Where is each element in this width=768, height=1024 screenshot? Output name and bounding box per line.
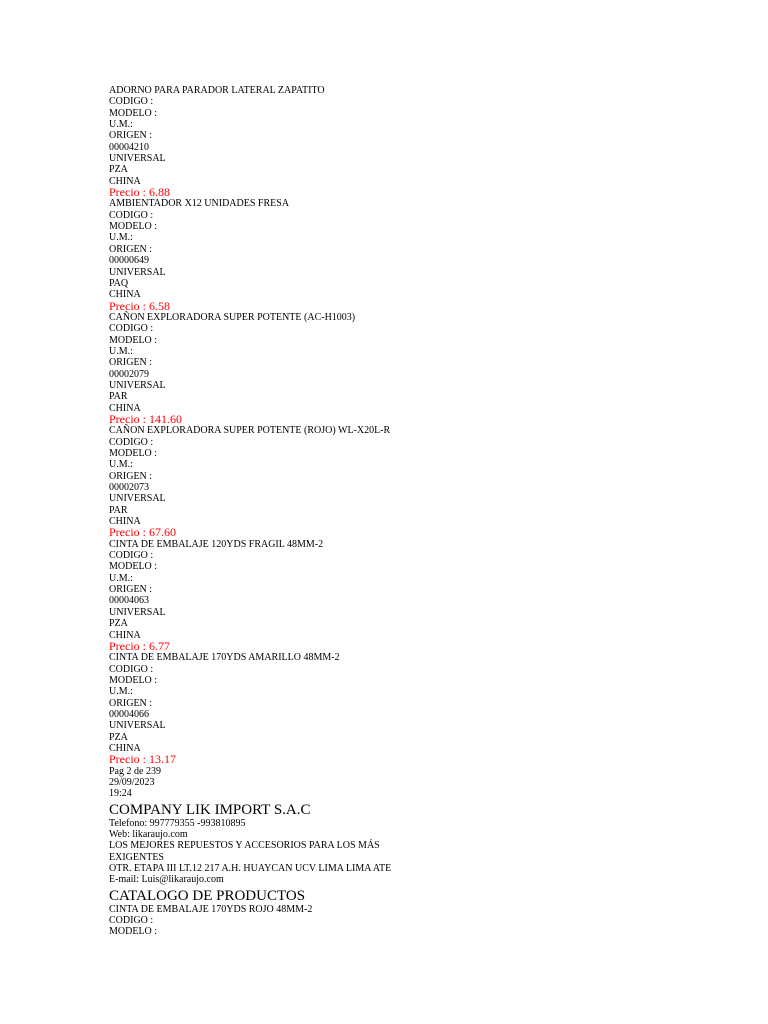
modelo-label: MODELO : — [109, 334, 158, 346]
product-code: 00000649 — [109, 255, 149, 267]
product-name: CINTA DE EMBALAJE 170YDS ROJO 48MM-2 — [109, 903, 313, 915]
um-label: U.M.: — [109, 232, 133, 244]
product-name: ADORNO PARA PARADOR LATERAL ZAPATITO — [109, 85, 325, 96]
product-price: Precio : 6.58 — [109, 298, 170, 313]
product-origin: CHINA — [109, 742, 141, 754]
codigo-label: CODIGO : — [109, 663, 154, 675]
product-name: CAÑON EXPLORADORA SUPER POTENTE (ROJO) WL-X20L-R — [109, 425, 391, 437]
product-model: UNIVERSAL — [109, 606, 166, 618]
codigo-label: CODIGO : — [109, 550, 154, 562]
product-price: Precio : 6.77 — [109, 638, 170, 653]
origen-label: ORIGEN : — [109, 584, 153, 596]
product-code: 00004066 — [109, 708, 149, 720]
product-price: Precio : 13.17 — [109, 752, 176, 767]
product-unit: PAR — [109, 504, 128, 516]
company-email: E-mail: Luis@likaraujo.com — [109, 874, 224, 886]
product-price: Precio : 67.60 — [109, 525, 176, 540]
product-name: AMBIENTADOR X12 UNIDADES FRESA — [109, 198, 290, 210]
product-code: 00004063 — [109, 595, 149, 607]
company-slogan: LOS MEJORES REPUESTOS Y ACCESORIOS PARA LOS MÁS EXIGENTES — [109, 840, 380, 863]
um-label: U.M.: — [109, 572, 133, 584]
modelo-label: MODELO : — [109, 926, 158, 938]
product-unit: PZA — [109, 731, 128, 743]
product-model: UNIVERSAL — [109, 720, 166, 732]
modelo-label: MODELO : — [109, 221, 158, 233]
company-name: COMPANY LIK IMPORT S.A.C — [109, 801, 311, 818]
product-origin: CHINA — [109, 402, 141, 414]
product-model: UNIVERSAL — [109, 153, 166, 165]
codigo-label: CODIGO : — [109, 915, 154, 927]
origen-label: ORIGEN : — [109, 470, 153, 482]
product-name: CAÑON EXPLORADORA SUPER POTENTE (AC-H1003) — [109, 311, 356, 323]
modelo-label: MODELO : — [109, 448, 158, 459]
product-unit: PZA — [109, 618, 128, 630]
um-label: U.M.: — [109, 686, 133, 698]
product-origin: CHINA — [109, 289, 141, 301]
product-model: UNIVERSAL — [109, 493, 166, 505]
product-entry — [109, 539, 749, 652]
print-time: 19:24 — [109, 788, 132, 800]
product-model: UNIVERSAL — [109, 379, 166, 391]
product-origin: CHINA — [109, 629, 141, 641]
page-header — [109, 802, 749, 904]
product-price: Precio : 6.88 — [109, 185, 170, 200]
product-unit: PZA — [109, 164, 128, 176]
company-phone: Telefono: 997779355 -993810895 — [109, 817, 246, 829]
um-label: U.M.: — [109, 119, 133, 131]
product-entry — [109, 198, 749, 311]
codigo-label: CODIGO : — [109, 436, 154, 448]
codigo-label: CODIGO : — [109, 96, 154, 108]
origen-label: ORIGEN : — [109, 130, 153, 142]
modelo-label: MODELO : — [109, 107, 158, 119]
codigo-label: CODIGO : — [109, 209, 154, 221]
print-date: 29/09/2023 — [109, 776, 155, 788]
origen-label: ORIGEN : — [109, 697, 153, 709]
modelo-label: MODELO : — [109, 561, 158, 573]
page-number: Pag 2 de 239 — [109, 765, 161, 777]
product-code: 00004210 — [109, 141, 149, 153]
product-entry — [109, 652, 749, 765]
product-price: Precio : 141.60 — [109, 411, 182, 426]
company-address: OTR. ETAPA III LT.12 217 A.H. HUAYCAN UCV LIMA LIMA ATE — [109, 863, 392, 875]
product-unit: PAQ — [109, 277, 129, 289]
um-label: U.M.: — [109, 459, 133, 471]
codigo-label: CODIGO : — [109, 323, 154, 335]
product-entry — [109, 85, 749, 198]
modelo-label: MODELO : — [109, 674, 158, 686]
product-origin: CHINA — [109, 175, 141, 187]
origen-label: ORIGEN : — [109, 243, 153, 255]
page-footer — [109, 766, 749, 800]
catalog-page — [109, 85, 749, 938]
origen-label: ORIGEN : — [109, 357, 153, 369]
product-code: 00002073 — [109, 482, 149, 494]
product-name: CINTA DE EMBALAJE 120YDS FRAGIL 48MM-2 — [109, 538, 324, 550]
catalog-title: CATALOGO DE PRODUCTOS — [109, 887, 306, 904]
product-entry — [109, 312, 749, 425]
um-label: U.M.: — [109, 345, 133, 357]
product-entry — [109, 425, 749, 538]
product-model: UNIVERSAL — [109, 266, 166, 278]
product-origin: CHINA — [109, 516, 141, 528]
product-name: CINTA DE EMBALAJE 170YDS AMARILLO 48MM-2 — [109, 652, 340, 664]
company-web: Web: likaraujo.com — [109, 829, 188, 840]
product-entry — [109, 904, 749, 938]
product-code: 00002079 — [109, 368, 149, 380]
product-unit: PAR — [109, 391, 128, 403]
